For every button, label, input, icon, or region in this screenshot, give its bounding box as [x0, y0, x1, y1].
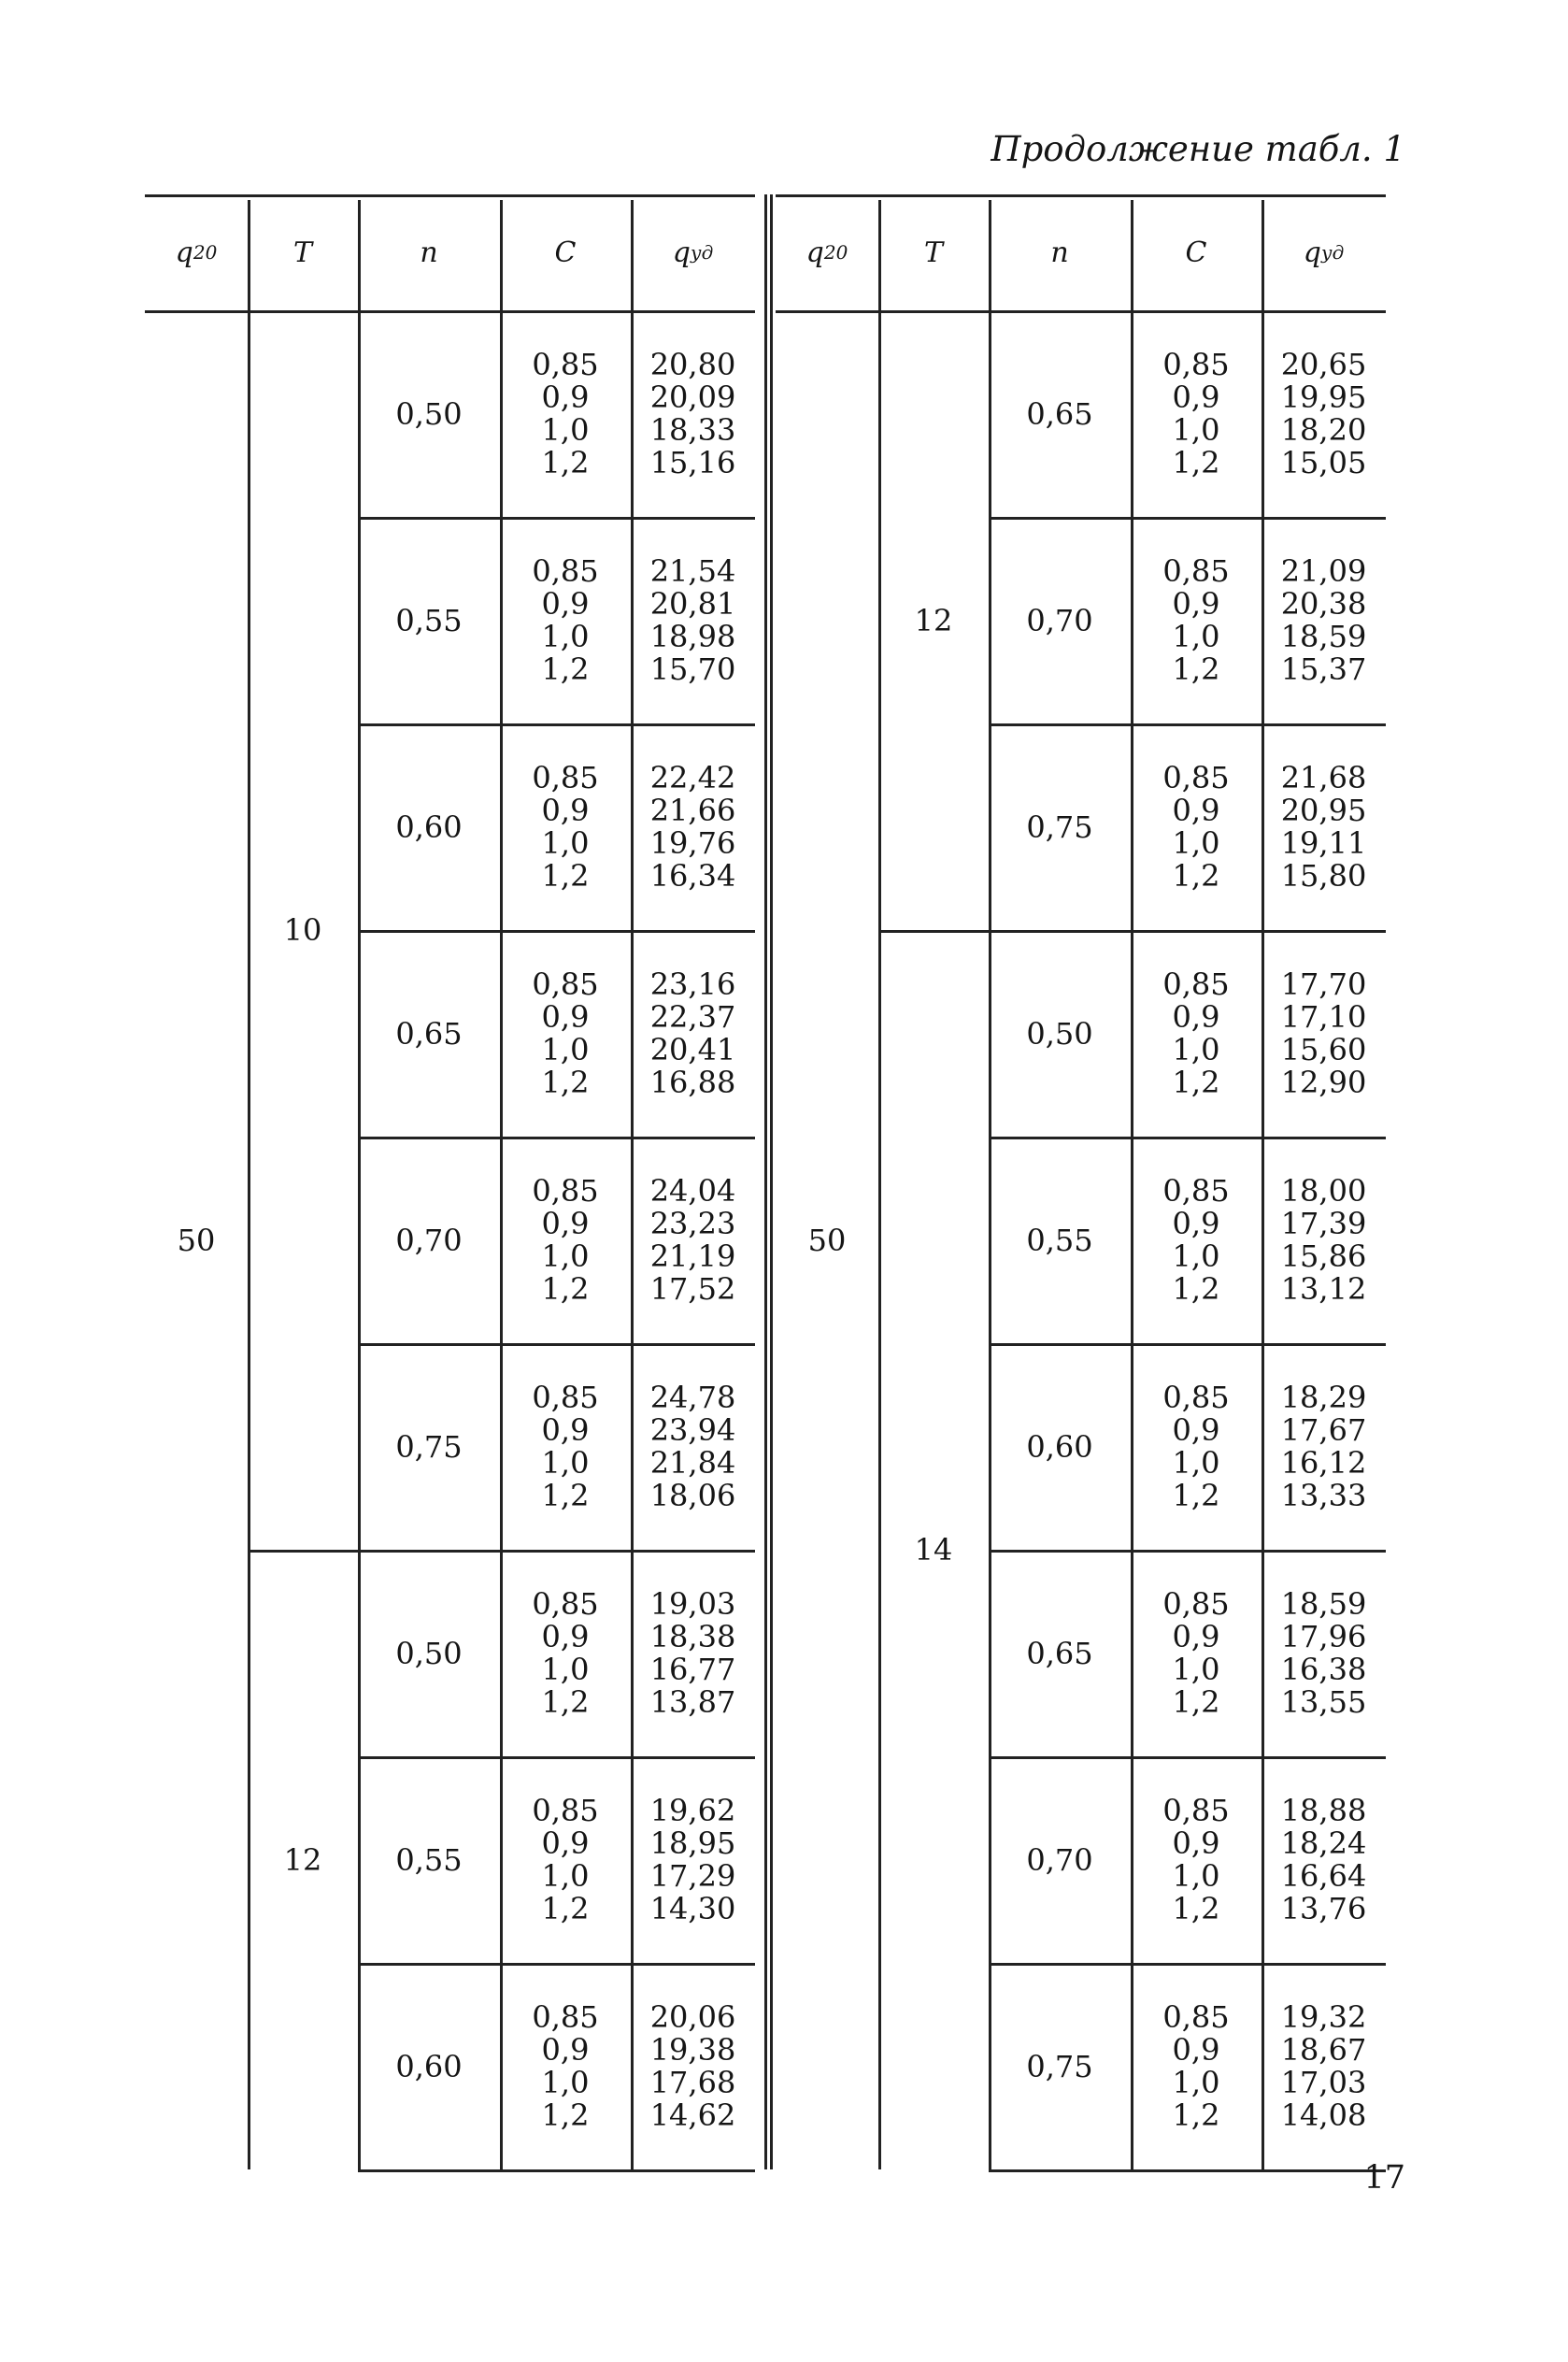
c-value: 1,0 — [541, 824, 590, 861]
n-cell: 0,65 — [1026, 395, 1093, 432]
qud-value: 14,30 — [649, 1890, 736, 1926]
qud-value: 15,86 — [1280, 1238, 1367, 1274]
qud-value: 19,95 — [1280, 379, 1367, 415]
c-value: 0,9 — [541, 1825, 590, 1861]
qud-value: 23,16 — [649, 966, 736, 1002]
qud-value: 18,88 — [1280, 1792, 1367, 1828]
header-n — [989, 194, 1131, 310]
T-group-value: 14 — [914, 1532, 953, 1568]
qud-value: 18,95 — [649, 1825, 736, 1861]
qud-value: 18,00 — [1280, 1172, 1367, 1209]
qud-value: 18,06 — [649, 1477, 736, 1513]
qud-value: 24,78 — [649, 1379, 736, 1415]
page-number: 17 — [1363, 2159, 1405, 2197]
qud-value: 21,66 — [649, 792, 736, 828]
half-divider — [770, 194, 773, 2169]
n-cell: 0,70 — [1026, 602, 1093, 638]
c-value: 1,0 — [1172, 1857, 1220, 1894]
qud-values — [1262, 1343, 1386, 1550]
c-values — [1131, 1550, 1262, 1756]
c-values — [1131, 1756, 1262, 1963]
qud-value: 13,12 — [1280, 1270, 1367, 1307]
c-values — [1131, 930, 1262, 1137]
c-value: 1,2 — [1172, 1064, 1220, 1100]
header-T — [248, 194, 358, 310]
qud-value: 18,33 — [649, 411, 736, 448]
c-value: 0,85 — [1162, 1585, 1230, 1622]
qud-value: 19,11 — [1280, 824, 1367, 861]
qud-value: 16,12 — [1280, 1444, 1367, 1481]
c-value: 0,85 — [532, 346, 599, 382]
qud-values — [1262, 310, 1386, 517]
c-value: 0,9 — [541, 585, 590, 622]
c-value: 1,0 — [541, 618, 590, 654]
qud-value: 15,16 — [649, 444, 736, 480]
c-values — [500, 1550, 631, 1756]
c-value: 1,0 — [541, 1031, 590, 1067]
qud-value: 19,38 — [649, 2031, 736, 2068]
qud-value: 13,33 — [1280, 1477, 1367, 1513]
qud-value: 17,10 — [1280, 998, 1367, 1035]
c-value: 0,85 — [532, 1792, 599, 1828]
c-value: 1,2 — [1172, 2097, 1220, 2133]
qud-value: 18,98 — [649, 618, 736, 654]
c-value: 1,0 — [1172, 1238, 1220, 1274]
header-C — [500, 194, 631, 310]
header-T-text: T — [923, 236, 943, 269]
n-cell: 0,65 — [395, 1015, 463, 1052]
c-values — [500, 930, 631, 1137]
c-value: 1,2 — [541, 1477, 590, 1513]
c-value: 1,0 — [541, 1857, 590, 1894]
header-T-text: T — [292, 236, 312, 269]
header-n-text: n — [420, 236, 438, 269]
qud-value: 21,68 — [1280, 759, 1367, 795]
qud-value: 20,06 — [649, 1998, 736, 2035]
c-value: 1,0 — [1172, 1651, 1220, 1687]
n-cell: 0,50 — [1026, 1015, 1093, 1052]
n-cell: 0,75 — [1026, 2048, 1093, 2084]
qud-value: 24,04 — [649, 1172, 736, 1209]
n-cell: 0,50 — [395, 395, 463, 432]
c-value: 1,0 — [1172, 618, 1220, 654]
header-qud — [1262, 194, 1386, 310]
right-table-half — [776, 194, 1386, 2155]
header-n-text: n — [1050, 236, 1069, 269]
n-cell: 0,70 — [1026, 1841, 1093, 1878]
c-value: 0,9 — [541, 2031, 590, 2068]
c-value: 0,85 — [1162, 759, 1230, 795]
left-table-half — [145, 194, 755, 2155]
c-values — [1131, 1963, 1262, 2169]
c-values — [500, 723, 631, 930]
c-value: 0,85 — [1162, 1792, 1230, 1828]
c-value: 1,2 — [541, 1890, 590, 1926]
c-value: 0,85 — [1162, 1379, 1230, 1415]
qud-values — [631, 930, 755, 1137]
n-cell: 0,75 — [1026, 809, 1093, 845]
T-group-value: 10 — [283, 912, 322, 948]
qud-value: 13,55 — [1280, 1683, 1367, 1720]
c-values — [1131, 517, 1262, 723]
qud-value: 18,67 — [1280, 2031, 1367, 2068]
c-value: 1,2 — [1172, 1477, 1220, 1513]
qud-value: 14,62 — [649, 2097, 736, 2133]
c-value: 0,85 — [1162, 552, 1230, 589]
qud-value: 18,29 — [1280, 1379, 1367, 1415]
qud-value: 23,23 — [649, 1205, 736, 1241]
qud-value: 21,84 — [649, 1444, 736, 1481]
header-q20-text: q — [805, 236, 824, 269]
header-qud-subscript: уд — [690, 241, 714, 264]
qud-values — [631, 1756, 755, 1963]
header-C — [1131, 194, 1262, 310]
qud-value: 15,05 — [1280, 444, 1367, 480]
c-value: 0,9 — [541, 1411, 590, 1448]
c-value: 0,9 — [1172, 585, 1220, 622]
c-value: 0,85 — [532, 552, 599, 589]
c-values — [500, 1137, 631, 1343]
qud-value: 13,76 — [1280, 1890, 1367, 1926]
c-value: 0,85 — [1162, 1172, 1230, 1209]
c-value: 0,85 — [1162, 1998, 1230, 2035]
table-bottom-rule — [989, 2169, 1386, 2172]
c-value: 1,0 — [541, 411, 590, 448]
c-value: 0,9 — [1172, 1411, 1220, 1448]
header-C-text: C — [554, 236, 577, 269]
qud-values — [631, 310, 755, 517]
c-values — [500, 1756, 631, 1963]
qud-value: 16,88 — [649, 1064, 736, 1100]
qud-value: 18,59 — [1280, 618, 1367, 654]
c-value: 1,0 — [541, 1238, 590, 1274]
c-value: 0,9 — [541, 1618, 590, 1654]
c-value: 0,9 — [1172, 379, 1220, 415]
qud-values — [1262, 930, 1386, 1137]
c-value: 0,85 — [1162, 966, 1230, 1002]
qud-value: 15,70 — [649, 651, 736, 687]
c-value: 1,2 — [1172, 444, 1220, 480]
header-qud-subscript: уд — [1320, 241, 1345, 264]
qud-value: 20,81 — [649, 585, 736, 622]
c-value: 1,0 — [1172, 824, 1220, 861]
c-value: 0,85 — [532, 1172, 599, 1209]
qud-value: 22,37 — [649, 998, 736, 1035]
qud-value: 21,19 — [649, 1238, 736, 1274]
header-q20 — [776, 194, 878, 310]
qud-value: 20,41 — [649, 1031, 736, 1067]
n-cell: 0,75 — [395, 1428, 463, 1465]
qud-values — [631, 517, 755, 723]
qud-value: 16,38 — [1280, 1651, 1367, 1687]
c-value: 1,0 — [1172, 411, 1220, 448]
c-value: 1,2 — [541, 857, 590, 894]
c-value: 1,2 — [541, 1064, 590, 1100]
qud-value: 17,52 — [649, 1270, 736, 1307]
c-value: 0,9 — [1172, 792, 1220, 828]
c-value: 0,9 — [1172, 2031, 1220, 2068]
qud-value: 21,54 — [649, 552, 736, 589]
qud-values — [631, 1963, 755, 2169]
qud-value: 20,38 — [1280, 585, 1367, 622]
qud-value: 16,77 — [649, 1651, 736, 1687]
qud-value: 19,76 — [649, 824, 736, 861]
c-value: 0,85 — [532, 759, 599, 795]
c-value: 1,0 — [1172, 1444, 1220, 1481]
qud-values — [1262, 1550, 1386, 1756]
header-q20-subscript: 20 — [192, 241, 218, 264]
header-C-text: C — [1185, 236, 1207, 269]
qud-value: 17,96 — [1280, 1618, 1367, 1654]
c-value: 1,2 — [1172, 1890, 1220, 1926]
c-value: 1,2 — [1172, 1683, 1220, 1720]
T-group-value: 12 — [914, 602, 953, 638]
qud-values — [631, 723, 755, 930]
qud-value: 20,09 — [649, 379, 736, 415]
c-value: 1,2 — [541, 1683, 590, 1720]
qud-values — [631, 1137, 755, 1343]
qud-values — [1262, 1756, 1386, 1963]
header-T — [878, 194, 989, 310]
qud-value: 16,64 — [1280, 1857, 1367, 1894]
qud-value: 15,37 — [1280, 651, 1367, 687]
c-value: 1,0 — [541, 1651, 590, 1687]
header-q20-text: q — [175, 236, 193, 269]
qud-value: 18,20 — [1280, 411, 1367, 448]
n-cell: 0,55 — [395, 602, 463, 638]
c-value: 1,0 — [541, 2064, 590, 2100]
header-q20-subscript: 20 — [823, 241, 848, 264]
header-qud — [631, 194, 755, 310]
n-cell: 0,50 — [395, 1635, 463, 1671]
qud-value: 18,38 — [649, 1618, 736, 1654]
q20-value: 50 — [177, 1222, 216, 1258]
qud-value: 17,67 — [1280, 1411, 1367, 1448]
half-divider — [764, 194, 767, 2169]
qud-value: 21,09 — [1280, 552, 1367, 589]
qud-values — [1262, 723, 1386, 930]
qud-value: 17,39 — [1280, 1205, 1367, 1241]
c-values — [500, 1963, 631, 2169]
c-values — [1131, 723, 1262, 930]
c-value: 0,9 — [1172, 1618, 1220, 1654]
qud-value: 20,65 — [1280, 346, 1367, 382]
qud-value: 18,59 — [1280, 1585, 1367, 1622]
qud-value: 19,03 — [649, 1585, 736, 1622]
c-value: 1,2 — [541, 1270, 590, 1307]
c-value: 1,2 — [1172, 651, 1220, 687]
table-bottom-rule — [358, 2169, 755, 2172]
c-value: 0,9 — [1172, 1825, 1220, 1861]
n-cell: 0,55 — [395, 1841, 463, 1878]
c-values — [500, 1343, 631, 1550]
c-values — [1131, 310, 1262, 517]
c-value: 1,2 — [1172, 1270, 1220, 1307]
header-q20 — [145, 194, 248, 310]
qud-value: 20,95 — [1280, 792, 1367, 828]
c-value: 1,2 — [541, 444, 590, 480]
qud-values — [1262, 1963, 1386, 2169]
c-values — [1131, 1343, 1262, 1550]
n-cell: 0,55 — [1026, 1222, 1093, 1258]
c-value: 0,9 — [1172, 998, 1220, 1035]
n-cell: 0,60 — [395, 2048, 463, 2084]
qud-value: 19,62 — [649, 1792, 736, 1828]
qud-value: 22,42 — [649, 759, 736, 795]
n-cell: 0,65 — [1026, 1635, 1093, 1671]
qud-values — [1262, 1137, 1386, 1343]
qud-values — [1262, 517, 1386, 723]
qud-value: 16,34 — [649, 857, 736, 894]
c-value: 0,9 — [541, 792, 590, 828]
header-qud-text: q — [1303, 236, 1321, 269]
c-value: 0,9 — [541, 1205, 590, 1241]
c-value: 1,0 — [1172, 1031, 1220, 1067]
c-value: 0,9 — [541, 998, 590, 1035]
q20-value: 50 — [807, 1222, 847, 1258]
c-value: 0,9 — [541, 379, 590, 415]
n-cell: 0,60 — [1026, 1428, 1093, 1465]
c-value: 1,2 — [541, 651, 590, 687]
qud-value: 19,32 — [1280, 1998, 1367, 2035]
qud-value: 17,68 — [649, 2064, 736, 2100]
c-value: 1,0 — [1172, 2064, 1220, 2100]
qud-values — [631, 1550, 755, 1756]
qud-value: 23,94 — [649, 1411, 736, 1448]
n-cell: 0,60 — [395, 809, 463, 845]
c-value: 0,85 — [1162, 346, 1230, 382]
qud-value: 13,87 — [649, 1683, 736, 1720]
qud-value: 12,90 — [1280, 1064, 1367, 1100]
qud-value: 15,80 — [1280, 857, 1367, 894]
c-value: 0,85 — [532, 966, 599, 1002]
c-value: 1,2 — [541, 2097, 590, 2133]
continuation-caption: Продолжение табл. 1 — [991, 129, 1405, 169]
qud-values — [631, 1343, 755, 1550]
qud-value: 17,29 — [649, 1857, 736, 1894]
c-values — [500, 517, 631, 723]
c-value: 0,9 — [1172, 1205, 1220, 1241]
n-cell: 0,70 — [395, 1222, 463, 1258]
c-value: 0,85 — [532, 1379, 599, 1415]
c-value: 0,85 — [532, 1585, 599, 1622]
qud-value: 20,80 — [649, 346, 736, 382]
header-qud-text: q — [672, 236, 691, 269]
c-values — [1131, 1137, 1262, 1343]
qud-value: 18,24 — [1280, 1825, 1367, 1861]
qud-value: 17,03 — [1280, 2064, 1367, 2100]
qud-value: 17,70 — [1280, 966, 1367, 1002]
c-value: 0,85 — [532, 1998, 599, 2035]
qud-value: 15,60 — [1280, 1031, 1367, 1067]
c-value: 1,2 — [1172, 857, 1220, 894]
header-n — [358, 194, 500, 310]
c-value: 1,0 — [541, 1444, 590, 1481]
c-values — [500, 310, 631, 517]
qud-value: 14,08 — [1280, 2097, 1367, 2133]
T-group-value: 12 — [283, 1841, 322, 1878]
